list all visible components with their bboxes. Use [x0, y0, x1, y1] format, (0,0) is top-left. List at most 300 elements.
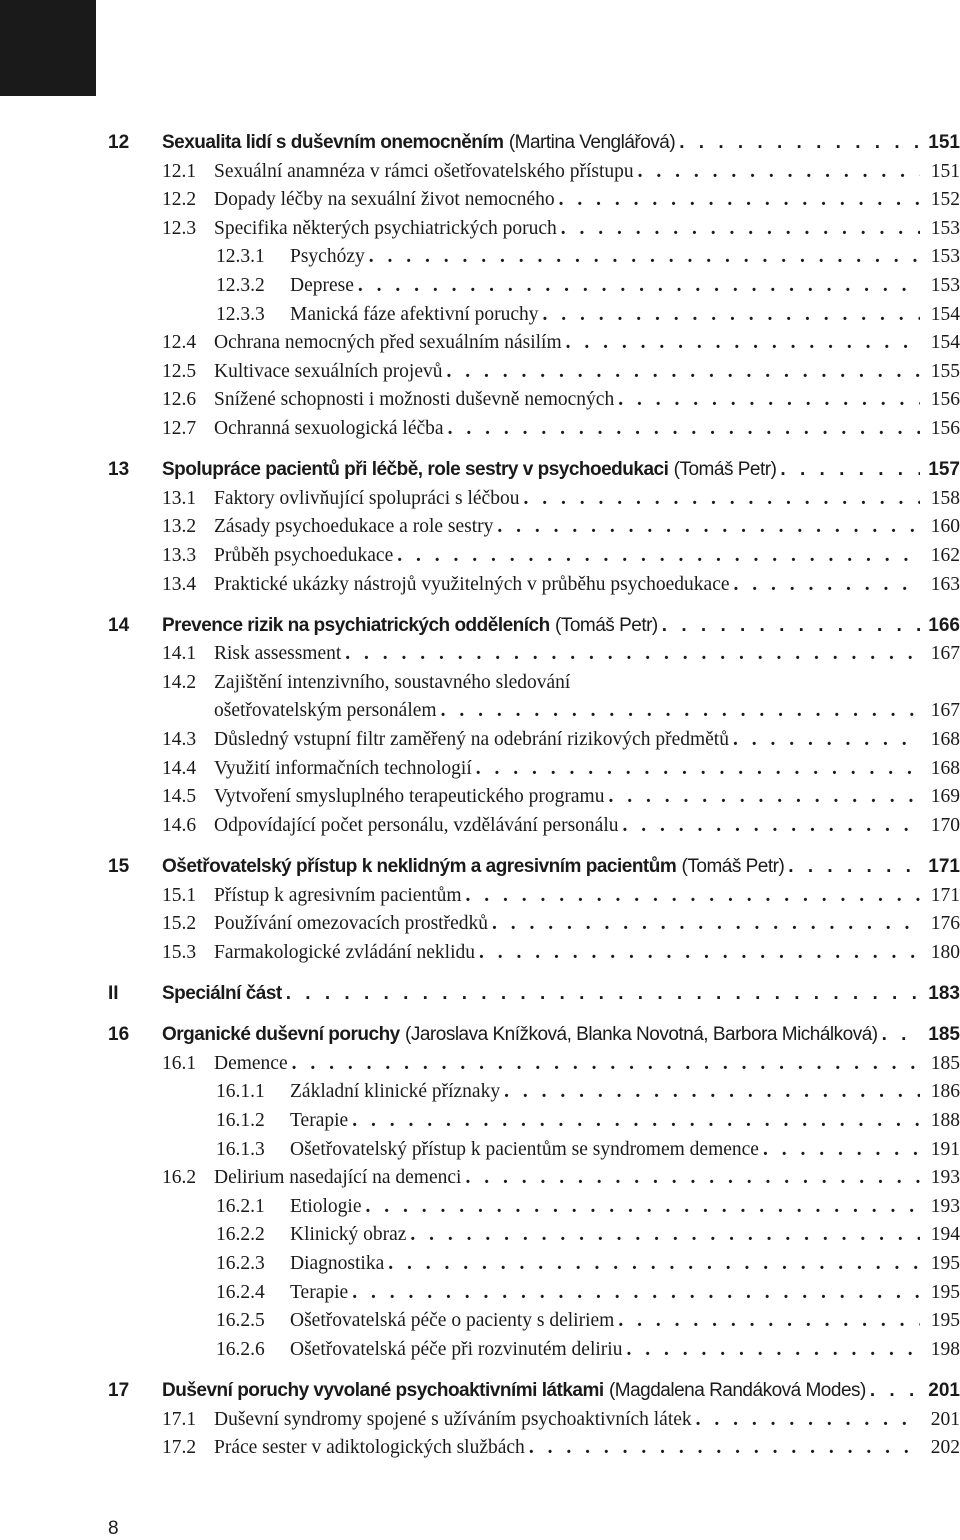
toc-page-number: 151	[930, 160, 960, 182]
toc-entry-line	[214, 910, 920, 939]
toc-entry-number: 15.3	[162, 941, 197, 963]
toc-dot-leader	[466, 882, 920, 911]
toc-entry-title-wrap	[290, 243, 365, 272]
toc-entry-title: Demence	[214, 1052, 288, 1074]
toc-chapter-row	[0, 980, 960, 1009]
corner-block	[0, 0, 96, 96]
toc-entry-row	[0, 697, 960, 726]
toc-entry-title: Sexualita lidí s duševním onemocněním	[162, 132, 504, 153]
toc-entry-title-wrap	[214, 1406, 692, 1435]
toc-entry-title-wrap	[290, 301, 539, 330]
toc-entry-row	[0, 910, 960, 939]
toc-page-number: 167	[930, 643, 960, 665]
toc-entry-line	[290, 1336, 920, 1365]
toc-dot-leader	[497, 513, 920, 542]
toc-entry-row	[0, 812, 960, 841]
toc-entry-row	[0, 755, 960, 784]
toc-entry-number: 16.2.5	[216, 1310, 265, 1332]
toc-dot-leader	[559, 186, 920, 215]
toc-page-number: 185	[930, 1052, 960, 1074]
toc-entry-line	[214, 640, 920, 669]
toc-entry-title: Terapie	[290, 1109, 349, 1131]
toc-page-number: 195	[930, 1310, 960, 1332]
toc-entry-title: Odpovídající počet personálu, vzdělávání personálu	[214, 814, 619, 836]
toc-entry-title: Manická fáze afektivní poruchy	[290, 303, 539, 325]
toc-entry-line	[290, 1307, 920, 1336]
toc-entry-row	[0, 1107, 960, 1136]
toc-page-number: 160	[930, 516, 960, 538]
toc-entry-line	[290, 272, 920, 301]
toc-entry-row	[0, 669, 960, 698]
toc-entry-title: Klinický obraz	[290, 1224, 407, 1246]
toc-entry-number: 13.1	[162, 487, 197, 509]
toc-entry-number: 13	[108, 459, 130, 481]
toc-entry-title: Zásady psychoedukace a role sestry	[214, 516, 494, 538]
toc-entry-line	[290, 1107, 920, 1136]
toc-entry-line	[214, 882, 920, 911]
toc-dot-leader	[870, 1377, 920, 1406]
toc-entry-number: 12.3.3	[216, 303, 265, 325]
toc-entry-number: 12.5	[162, 360, 197, 382]
toc-entry-title: Praktické ukázky nástrojů využitelných v průběhu psychoedukace	[214, 573, 730, 595]
toc-entry-number: 16.2	[162, 1167, 197, 1189]
toc-entry-title-wrap	[290, 1136, 759, 1165]
toc-entry-number: 12.7	[162, 417, 197, 439]
toc-dot-leader	[566, 329, 920, 358]
toc-entry-title-wrap	[214, 910, 488, 939]
toc-entry-line	[290, 1221, 920, 1250]
toc-entry-line	[162, 1377, 920, 1406]
toc-entry-row	[0, 415, 960, 444]
toc-entry-row	[0, 939, 960, 968]
toc-entry-title: Průběh psychoedukace	[214, 544, 394, 566]
toc-entry-row	[0, 301, 960, 330]
toc-entry-line	[290, 301, 920, 330]
toc-chapter-row	[0, 853, 960, 882]
toc-entry-title: Organické duševní poruchy	[162, 1024, 400, 1046]
toc-entry-number: 16	[108, 1024, 130, 1046]
toc-entry-line	[214, 697, 920, 726]
toc-dot-leader	[662, 612, 920, 641]
toc-entry-number: 15.2	[162, 913, 197, 935]
toc-entry-row	[0, 783, 960, 812]
toc-entry-line	[214, 329, 920, 358]
toc-entry-number: 16.1.2	[216, 1109, 265, 1131]
toc-entry-line	[214, 542, 920, 571]
toc-entry-number: 12.6	[162, 389, 197, 411]
toc-entry-author: (Jaroslava Knížková, Blanka Novotná, Barbora Michálková)	[405, 1024, 878, 1046]
toc-page-number: 168	[930, 757, 960, 779]
toc-page-number: 171	[928, 856, 960, 878]
toc-page-number: 155	[930, 360, 960, 382]
toc-entry-row	[0, 329, 960, 358]
toc-entry-title-wrap	[290, 1221, 406, 1250]
toc-entry-row	[0, 386, 960, 415]
toc-entry-title-wrap	[214, 726, 729, 755]
toc-entry-line	[214, 513, 920, 542]
toc-dot-leader	[543, 301, 920, 330]
toc-entry-number: 16.2.3	[216, 1252, 265, 1274]
toc-entry-number: 14.3	[162, 729, 197, 751]
toc-entry-title-wrap	[290, 1250, 384, 1279]
toc-dot-leader	[504, 1078, 920, 1107]
toc-entry-title-wrap	[214, 939, 475, 968]
toc-entry-line	[214, 186, 920, 215]
toc-entry-line	[214, 1164, 920, 1193]
toc-page-number: 180	[930, 941, 960, 963]
toc-dot-leader	[679, 129, 920, 158]
toc-page-number: 193	[930, 1167, 960, 1189]
toc-entry-line	[214, 1434, 920, 1463]
toc-entry-number: 14.6	[162, 814, 197, 836]
toc-entry-title-wrap	[290, 1107, 348, 1136]
toc-page-number: 154	[930, 332, 960, 354]
toc-entry-title: Spolupráce pacientů při léčbě, role sestry v psychoedukaci	[162, 459, 669, 481]
toc-entry-title-wrap	[214, 640, 341, 669]
toc-entry-title-wrap	[290, 1336, 622, 1365]
toc-entry-title: Používání omezovacích prostředků	[214, 913, 488, 935]
toc-dot-leader	[763, 1136, 920, 1165]
toc-entry-row	[0, 1078, 960, 1107]
toc-dot-leader	[292, 1050, 920, 1079]
toc-page-number: 162	[930, 544, 960, 566]
toc-entry-number: 16.2.6	[216, 1338, 265, 1360]
toc-entry-title-wrap	[214, 755, 472, 784]
toc-entry-row	[0, 215, 960, 244]
toc-page-number: 169	[930, 786, 960, 808]
toc-entry-title: Přístup k agresivním pacientům	[214, 884, 462, 906]
toc-entry-title-wrap	[214, 571, 730, 600]
toc-entry-title: Ošetřovatelská péče o pacienty s deliriem	[290, 1310, 615, 1332]
toc-entry-title-wrap	[162, 129, 675, 158]
toc-page-number: 201	[928, 1379, 960, 1401]
toc-entry-title-wrap	[290, 1078, 500, 1107]
toc-entry-line	[214, 1406, 920, 1435]
toc-entry-title: Diagnostika	[290, 1252, 385, 1274]
toc-entry-title-wrap	[214, 329, 562, 358]
toc-entry-row	[0, 186, 960, 215]
toc-page-number: 198	[930, 1338, 960, 1360]
toc-entry-number: 14.4	[162, 757, 197, 779]
toc-page-number: 171	[930, 884, 960, 906]
toc-entry-row	[0, 882, 960, 911]
toc-entry-row	[0, 513, 960, 542]
toc-entry-row	[0, 1193, 960, 1222]
toc-entry-line	[290, 1279, 920, 1308]
toc-entry-line	[214, 358, 920, 387]
toc-page-number: 185	[928, 1024, 960, 1046]
toc-page-number: 194	[930, 1224, 960, 1246]
toc-entry-number: 14	[108, 614, 130, 636]
toc-entry-row	[0, 272, 960, 301]
toc-entry-title-wrap	[214, 669, 570, 698]
toc-entry-number: 16.1.3	[216, 1138, 265, 1160]
toc-entry-title: Risk assessment	[214, 643, 342, 665]
toc-dot-leader	[608, 783, 920, 812]
toc-page-number: 167	[930, 700, 960, 722]
toc-entry-title: Využití informačních technologií	[214, 757, 472, 779]
toc-entry-title: Kultivace sexuálních projevů	[214, 360, 443, 382]
toc-entry-title-wrap	[214, 186, 555, 215]
toc-page-number: 154	[930, 303, 960, 325]
toc-entry-number: 16.2.4	[216, 1281, 265, 1303]
toc-entry-title: Specifika některých psychiatrických poruch	[214, 217, 557, 239]
toc-dot-leader	[623, 812, 921, 841]
toc-entry-line	[162, 129, 920, 158]
toc-dot-leader	[882, 1021, 920, 1050]
toc-dot-leader	[561, 215, 920, 244]
toc-entry-title-wrap	[162, 853, 784, 882]
toc-entry-title-wrap	[214, 542, 393, 571]
toc-page-number: 157	[928, 459, 960, 481]
toc-entry-title-wrap	[214, 215, 557, 244]
toc-entry-author: (Magdalena Randáková Modes)	[608, 1379, 866, 1401]
toc-page-number: 195	[930, 1281, 960, 1303]
toc-entry-number: 14.1	[162, 643, 197, 665]
toc-entry-title-wrap	[162, 1021, 878, 1050]
toc-page-number: 153	[930, 274, 960, 296]
toc-entry-title: Ochrana nemocných před sexuálním násilím	[214, 332, 562, 354]
toc-entry-title-wrap	[214, 1434, 525, 1463]
toc-entry-number: 16.1.1	[216, 1081, 265, 1103]
toc-entry-row	[0, 1434, 960, 1463]
toc-entry-row	[0, 485, 960, 514]
toc-dot-leader	[369, 243, 920, 272]
toc-entry-line	[214, 669, 920, 698]
toc-entry-line	[162, 1021, 920, 1050]
toc-dot-leader	[441, 697, 920, 726]
toc-entry-author: (Tomáš Petr)	[673, 459, 777, 481]
toc-entry-title: Speciální část	[162, 983, 282, 1004]
toc-dot-leader	[397, 542, 920, 571]
toc-entry-title: Psychózy	[290, 246, 365, 268]
toc-page-number: 156	[930, 417, 960, 439]
toc-entry-title: Prevence rizik na psychiatrických odděleních	[162, 614, 550, 636]
toc-entry-title: Ošetřovatelský přístup k neklidným a agresivním pacientům	[162, 856, 677, 878]
toc-entry-row	[0, 1050, 960, 1079]
toc-entry-row	[0, 542, 960, 571]
toc-page-number: 153	[930, 246, 960, 268]
toc-page-number: 163	[930, 573, 960, 595]
toc-dot-leader	[618, 386, 920, 415]
toc-entry-number: 14.2	[162, 671, 197, 693]
toc-entry-line	[162, 980, 920, 1009]
toc-entry-number: 12	[108, 132, 130, 153]
toc-chapter-row	[0, 1021, 960, 1050]
toc-entry-title: Faktory ovlivňující spolupráci s léčbou	[214, 487, 520, 509]
toc-dot-leader	[465, 1164, 920, 1193]
toc-page-number: 193	[930, 1195, 960, 1217]
toc-dot-leader	[780, 456, 920, 485]
toc-dot-leader	[523, 485, 920, 514]
toc-entry-title-wrap	[290, 1193, 362, 1222]
toc-entry-title-wrap	[214, 783, 604, 812]
toc-entry-title-wrap	[214, 513, 493, 542]
toc-entry-line	[162, 853, 920, 882]
toc-entry-row	[0, 1307, 960, 1336]
toc-entry-row	[0, 1250, 960, 1279]
toc-dot-leader	[638, 158, 920, 187]
toc-entry-row	[0, 1136, 960, 1165]
toc-dot-leader	[447, 358, 920, 387]
toc-entry-row	[0, 243, 960, 272]
toc-entry-title: Ošetřovatelská péče při rozvinutém deliriu	[290, 1338, 623, 1360]
toc-dot-leader	[788, 853, 920, 882]
toc-entry-number: 13.4	[162, 573, 197, 595]
toc-dot-leader	[358, 272, 920, 301]
toc-entry-title-wrap	[214, 1164, 461, 1193]
toc-entry-title: Terapie	[290, 1281, 349, 1303]
toc-dot-leader	[734, 571, 920, 600]
toc-page-number: 191	[930, 1138, 960, 1160]
toc-page-number: 151	[928, 132, 960, 153]
toc-entry-title: Ošetřovatelský přístup k pacientům se syndromem demence	[290, 1138, 759, 1160]
toc-page-number: 156	[930, 389, 960, 411]
toc-entry-number: 13.2	[162, 516, 197, 538]
toc-entry-number: 12.3	[162, 217, 197, 239]
toc-dot-leader	[618, 1307, 920, 1336]
toc-entry-title-wrap	[214, 158, 634, 187]
toc-entry-number: 17.1	[162, 1408, 197, 1430]
toc-entry-title: Ochranná sexuologická léčba	[214, 417, 444, 439]
toc-entry-number: 17	[108, 1379, 130, 1401]
toc-page-number: 202	[930, 1437, 960, 1459]
toc-page-number: 195	[930, 1252, 960, 1274]
toc-entry-number: II	[108, 983, 119, 1004]
toc-entry-number: 16.2.1	[216, 1195, 265, 1217]
toc-entry-title-wrap	[290, 1279, 348, 1308]
toc-entry-row	[0, 1164, 960, 1193]
toc-entry-line	[214, 485, 920, 514]
toc-entry-title-wrap	[162, 1377, 866, 1406]
toc-dot-leader	[696, 1406, 920, 1435]
toc-entry-line	[214, 939, 920, 968]
toc-page-number: 176	[930, 913, 960, 935]
toc-entry-author: (Martina Venglářová)	[508, 132, 676, 153]
toc-entry-row	[0, 1221, 960, 1250]
toc-entry-line	[290, 1193, 920, 1222]
toc-page-number: 183	[928, 983, 960, 1004]
toc-entry-title-wrap	[214, 697, 437, 726]
toc-entry-line	[290, 1250, 920, 1279]
toc-entry-line	[214, 1050, 920, 1079]
toc-entry-title-wrap	[214, 386, 614, 415]
toc-entry-number: 12.4	[162, 332, 197, 354]
toc-entry-row	[0, 1406, 960, 1435]
toc-entry-row	[0, 726, 960, 755]
toc-page-number: 168	[930, 729, 960, 751]
toc-entry-title-wrap	[162, 612, 658, 641]
toc-entry-line	[290, 243, 920, 272]
toc-entry-title: Farmakologické zvládání neklidu	[214, 941, 476, 963]
toc-entry-title: Duševní syndromy spojené s užíváním psychoaktivních látek	[214, 1408, 692, 1430]
toc-entry-row	[0, 358, 960, 387]
toc-dot-leader	[476, 755, 920, 784]
toc-entry-line	[214, 215, 920, 244]
toc-entry-line	[290, 1078, 920, 1107]
toc-page-number: 166	[928, 614, 960, 636]
toc-entry-author: (Tomáš Petr)	[681, 856, 785, 878]
toc-entry-line	[162, 612, 920, 641]
toc-entry-title-wrap	[214, 812, 619, 841]
toc-entry-title: Delirium nasedající na demenci	[214, 1167, 462, 1189]
toc-entry-line	[214, 755, 920, 784]
toc-dot-leader	[479, 939, 920, 968]
toc-entry-number: 12.3.2	[216, 274, 265, 296]
toc-entry-line	[214, 386, 920, 415]
toc-entry-number: 16.1	[162, 1052, 197, 1074]
toc-entry-number: 13.3	[162, 544, 197, 566]
toc-page-number: 158	[930, 487, 960, 509]
toc-dot-leader	[388, 1250, 920, 1279]
toc-entry-title-wrap	[214, 358, 443, 387]
toc-dot-leader	[366, 1193, 921, 1222]
toc-entry-title: ošetřovatelským personálem	[214, 700, 437, 722]
toc-dot-leader	[352, 1279, 920, 1308]
toc-entry-row	[0, 571, 960, 600]
toc-entry-title-wrap	[214, 415, 444, 444]
toc-chapter-row	[0, 1377, 960, 1406]
toc-entry-number: 12.2	[162, 189, 197, 211]
toc-entry-title-wrap	[162, 980, 282, 1009]
table-of-contents	[0, 129, 960, 1463]
toc-entry-author: (Tomáš Petr)	[555, 614, 658, 636]
toc-entry-number: 12.3.1	[216, 246, 265, 268]
toc-dot-leader	[410, 1221, 920, 1250]
toc-dot-leader	[626, 1336, 920, 1365]
toc-entry-title: Základní klinické příznaky	[290, 1081, 501, 1103]
toc-entry-title: Důsledný vstupní filtr zaměřený na odebrání rizikových předmětů	[214, 729, 729, 751]
toc-page-number: 186	[930, 1081, 960, 1103]
toc-entry-title: Deprese	[290, 274, 354, 296]
toc-entry-title-wrap	[290, 1307, 614, 1336]
toc-entry-line	[214, 158, 920, 187]
toc-entry-number: 12.1	[162, 160, 197, 182]
page-number: 8	[108, 1518, 119, 1539]
toc-dot-leader	[492, 910, 920, 939]
toc-entry-line	[162, 456, 920, 485]
toc-entry-title: Sexuální anamnéza v rámci ošetřovatelského přístupu	[214, 160, 634, 182]
toc-dot-leader	[529, 1434, 920, 1463]
toc-entry-row	[0, 1279, 960, 1308]
toc-page-number: 152	[930, 189, 960, 211]
toc-entry-row	[0, 1336, 960, 1365]
toc-page-number: 170	[930, 814, 960, 836]
toc-entry-title-wrap	[162, 456, 776, 485]
toc-entry-line	[214, 415, 920, 444]
toc-entry-line	[214, 812, 920, 841]
toc-dot-leader	[733, 726, 920, 755]
toc-entry-line	[214, 783, 920, 812]
toc-dot-leader	[352, 1107, 920, 1136]
toc-chapter-row	[0, 129, 960, 158]
toc-entry-title: Dopady léčby na sexuální život nemocného	[214, 189, 555, 211]
toc-entry-title-wrap	[214, 485, 519, 514]
toc-chapter-row	[0, 612, 960, 641]
toc-entry-title: Snížené schopnosti i možnosti duševně nemocných	[214, 389, 615, 411]
toc-entry-line	[290, 1136, 920, 1165]
toc-page-number: 188	[930, 1109, 960, 1131]
toc-entry-number: 17.2	[162, 1437, 197, 1459]
toc-entry-line	[214, 726, 920, 755]
toc-entry-number: 14.5	[162, 786, 197, 808]
toc-entry-line	[214, 571, 920, 600]
toc-entry-title-wrap	[290, 272, 354, 301]
toc-entry-title: Zajištění intenzivního, soustavného sledování	[214, 671, 571, 693]
toc-entry-title: Práce sester v adiktologických službách	[214, 1437, 525, 1459]
toc-entry-number: 15.1	[162, 884, 197, 906]
toc-chapter-row	[0, 456, 960, 485]
